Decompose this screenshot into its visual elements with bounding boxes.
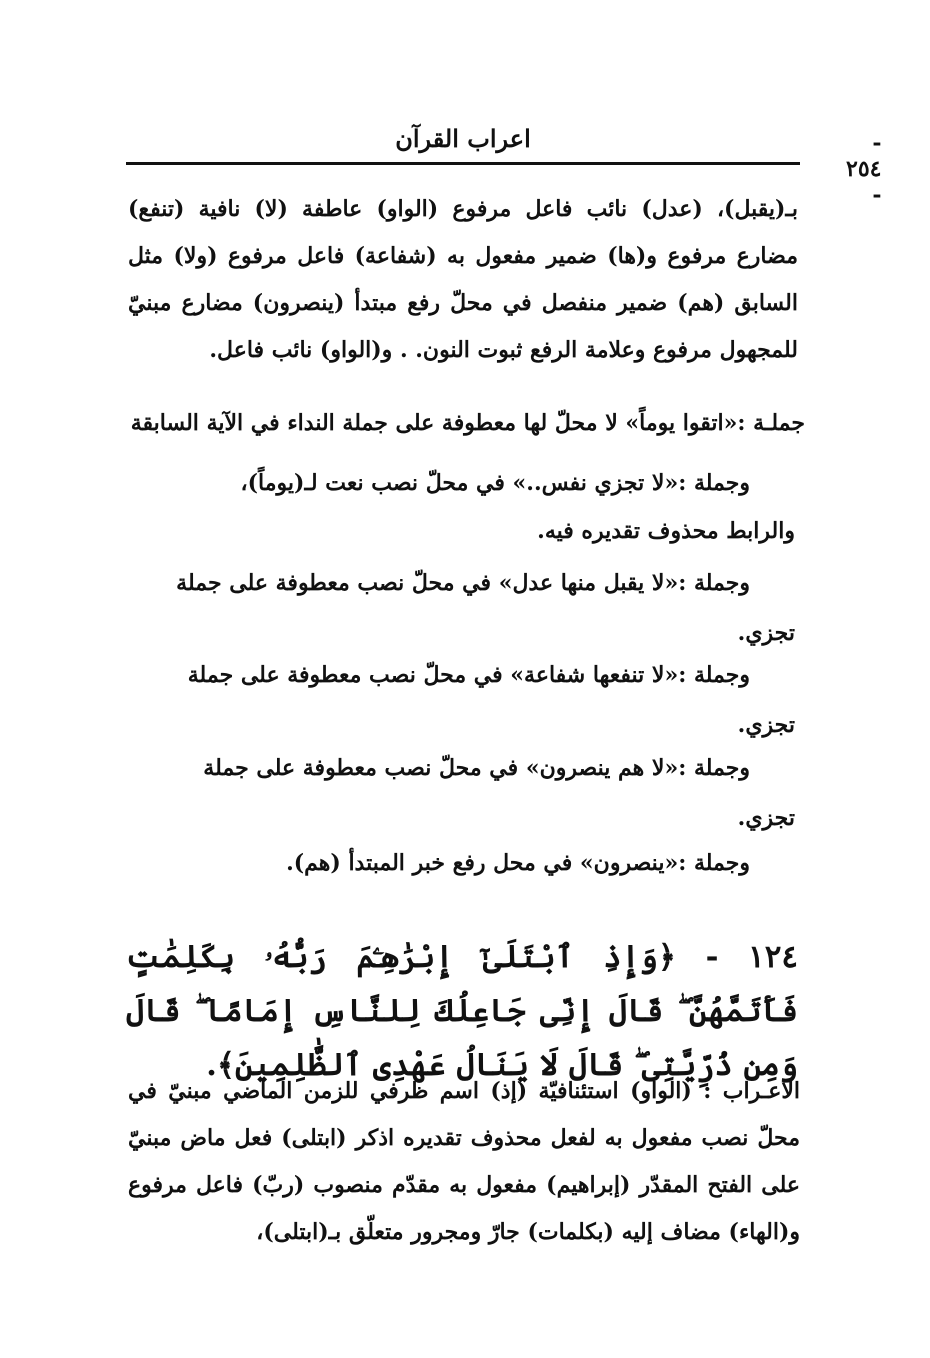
clause-5-continued: تجزي. xyxy=(737,805,795,831)
page-number: - ٢٥٤ - xyxy=(846,130,882,208)
paragraph-grammar: بـ(يقبل)، (عدل) نائب فاعل مرفوع (الواو) عاطفة (لا) نافية (تنفع) مضارع مرفوع و(ها) ضمير مفعول به (شفاعة) فاعل مرفوع (ولا) مثل السابق (هم) ضمير منفصل في محلّ رفع مبتدأ (ينصرون) مضارع مبنيّ للمجهول مرفوع وعلامة الرفع ثبوت النون. . و(الواو) نائب فاعل. xyxy=(128,196,798,363)
clause-1: جملـة :«اتقوا يوماً» لا محلّ لها معطوفة على جملة النداء في الآية السابقة xyxy=(130,410,805,436)
book-title: اعراب القرآن xyxy=(395,124,531,153)
clause-2: وجملة :«لا تجزي نفس..» في محلّ نصب نعت لـ(يوماً)، xyxy=(240,470,750,496)
clause-6: وجملة :«ينصرون» في محل رفع خبر المبتدأ (هم). xyxy=(286,850,750,876)
page-header xyxy=(128,120,882,208)
clause-4: وجملة :«لا تنفعها شفاعة» في محلّ نصب معطوفة على جملة xyxy=(187,662,750,688)
clause-3: وجملة :«لا يقبل منها عدل» في محلّ نصب معطوفة على جملة xyxy=(176,570,750,596)
paragraph-irab: الاعـراب : (الواو) استئنافيّة (إذ) اسم ظرفي للزمن الماضي مبنيّ في محلّ نصب مفعول به لفعل محذوف تقديره اذكر (ابتلى) فعل ماض مبنيّ على الفتح المقدّر (إبراهيم) مفعول به مقدّم منصوب (ربّ) فاعل مرفوع و(الهاء) مضاف إليه (بكلمات) جارّ ومجرور متعلّق بـ(ابتلى)، xyxy=(128,1078,800,1245)
header-rule xyxy=(126,162,800,165)
clause-3-continued: تجزي. xyxy=(737,620,795,646)
clause-5: وجملة :«لا هم ينصرون» في محلّ نصب معطوفة على جملة xyxy=(203,755,750,781)
clause-4-continued: تجزي. xyxy=(737,712,795,738)
quran-verse-124: ١٢٤ - ﴿وَإِذِ ٱبْتَلَىٰٓ إِبْرَٰهِـۧمَ رَبُّهُۥ بِكَلِمَٰتٍ فَأَتَمَّهُنَّ ۖ قَالَ إِنِّى جَاعِلُكَ لِلنَّاسِ إِمَامًا ۖ قَالَ وَمِن ذُرِّيَّتِى ۖ قَالَ لَا يَنَالُ عَهْدِى ٱلظَّٰلِمِينَ﴾. xyxy=(126,939,798,1083)
clause-2-continued: والرابط محذوف تقديره فيه. xyxy=(537,518,795,544)
